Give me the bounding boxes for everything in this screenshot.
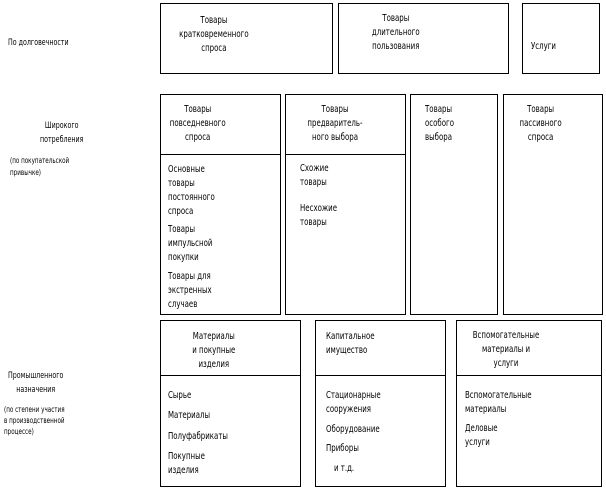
materials-item-semi: Полуфабрикаты <box>168 431 228 442</box>
box-materials-parts <box>160 320 301 487</box>
row-label-consumer: Широкого потребления <box>40 121 84 145</box>
box-everyday-goods <box>160 94 281 315</box>
materials-parts-title: Материалы и покупные изделия <box>192 331 236 370</box>
box-services <box>522 3 600 74</box>
durable-goods-label: Товары длительного пользования <box>371 13 420 52</box>
materials-item-materials: Материалы <box>168 410 211 421</box>
short-term-goods-label: Товары кратковременного спроса <box>179 15 249 54</box>
preselected-goods-title: Товары предваритель- ного выбора <box>307 104 363 143</box>
box-passive-goods <box>503 94 603 315</box>
row-label-durability: По долговечности <box>8 38 69 48</box>
divider <box>457 375 601 376</box>
divider <box>161 154 280 155</box>
capital-item-structures: Стационарные сооружения <box>326 390 381 415</box>
special-goods-label: Товары особого выбора <box>425 104 455 143</box>
materials-item-raw: Сырье <box>168 390 192 401</box>
capital-item-etc: и т.д. <box>334 463 355 474</box>
capital-item-instruments: Приборы <box>326 443 359 454</box>
preselected-item-dissimilar: Несхожие товары <box>300 203 338 228</box>
preselected-item-similar: Схожие товары <box>300 163 329 188</box>
row-label-consumer-note: (по покупательской привычке) <box>10 156 70 177</box>
capital-property-title: Капитальное имущество <box>326 331 375 356</box>
row-label-industrial: Промышленного назначения <box>8 371 64 395</box>
box-capital-property <box>315 320 446 487</box>
box-auxiliary <box>456 320 602 487</box>
everyday-goods-title: Товары повседневного спроса <box>169 104 226 143</box>
auxiliary-item-materials: Вспомогательные материалы <box>465 390 532 415</box>
materials-item-purchased: Покупные изделия <box>168 451 205 476</box>
box-special-goods <box>410 94 498 315</box>
divider <box>316 375 445 376</box>
divider <box>286 154 405 155</box>
box-durable-goods <box>338 3 509 74</box>
everyday-item-emergency: Товары для экстренных случаев <box>168 271 212 310</box>
services-label: Услуги <box>531 41 556 52</box>
capital-item-equipment: Оборудование <box>326 424 380 435</box>
passive-goods-label: Товары пассивного спроса <box>519 104 562 143</box>
auxiliary-title: Вспомогательные материалы и услуги <box>472 330 540 369</box>
everyday-item-staple: Основные товары постоянного спроса <box>168 164 215 217</box>
divider <box>161 375 300 376</box>
auxiliary-item-business: Деловые услуги <box>465 423 498 448</box>
box-preselected-goods <box>285 94 406 315</box>
box-short-term-goods <box>160 3 333 74</box>
everyday-item-impulse: Товары импульсной покупки <box>168 224 213 263</box>
row-label-industrial-note: (по степени участия в производственной процессе) <box>4 405 65 436</box>
